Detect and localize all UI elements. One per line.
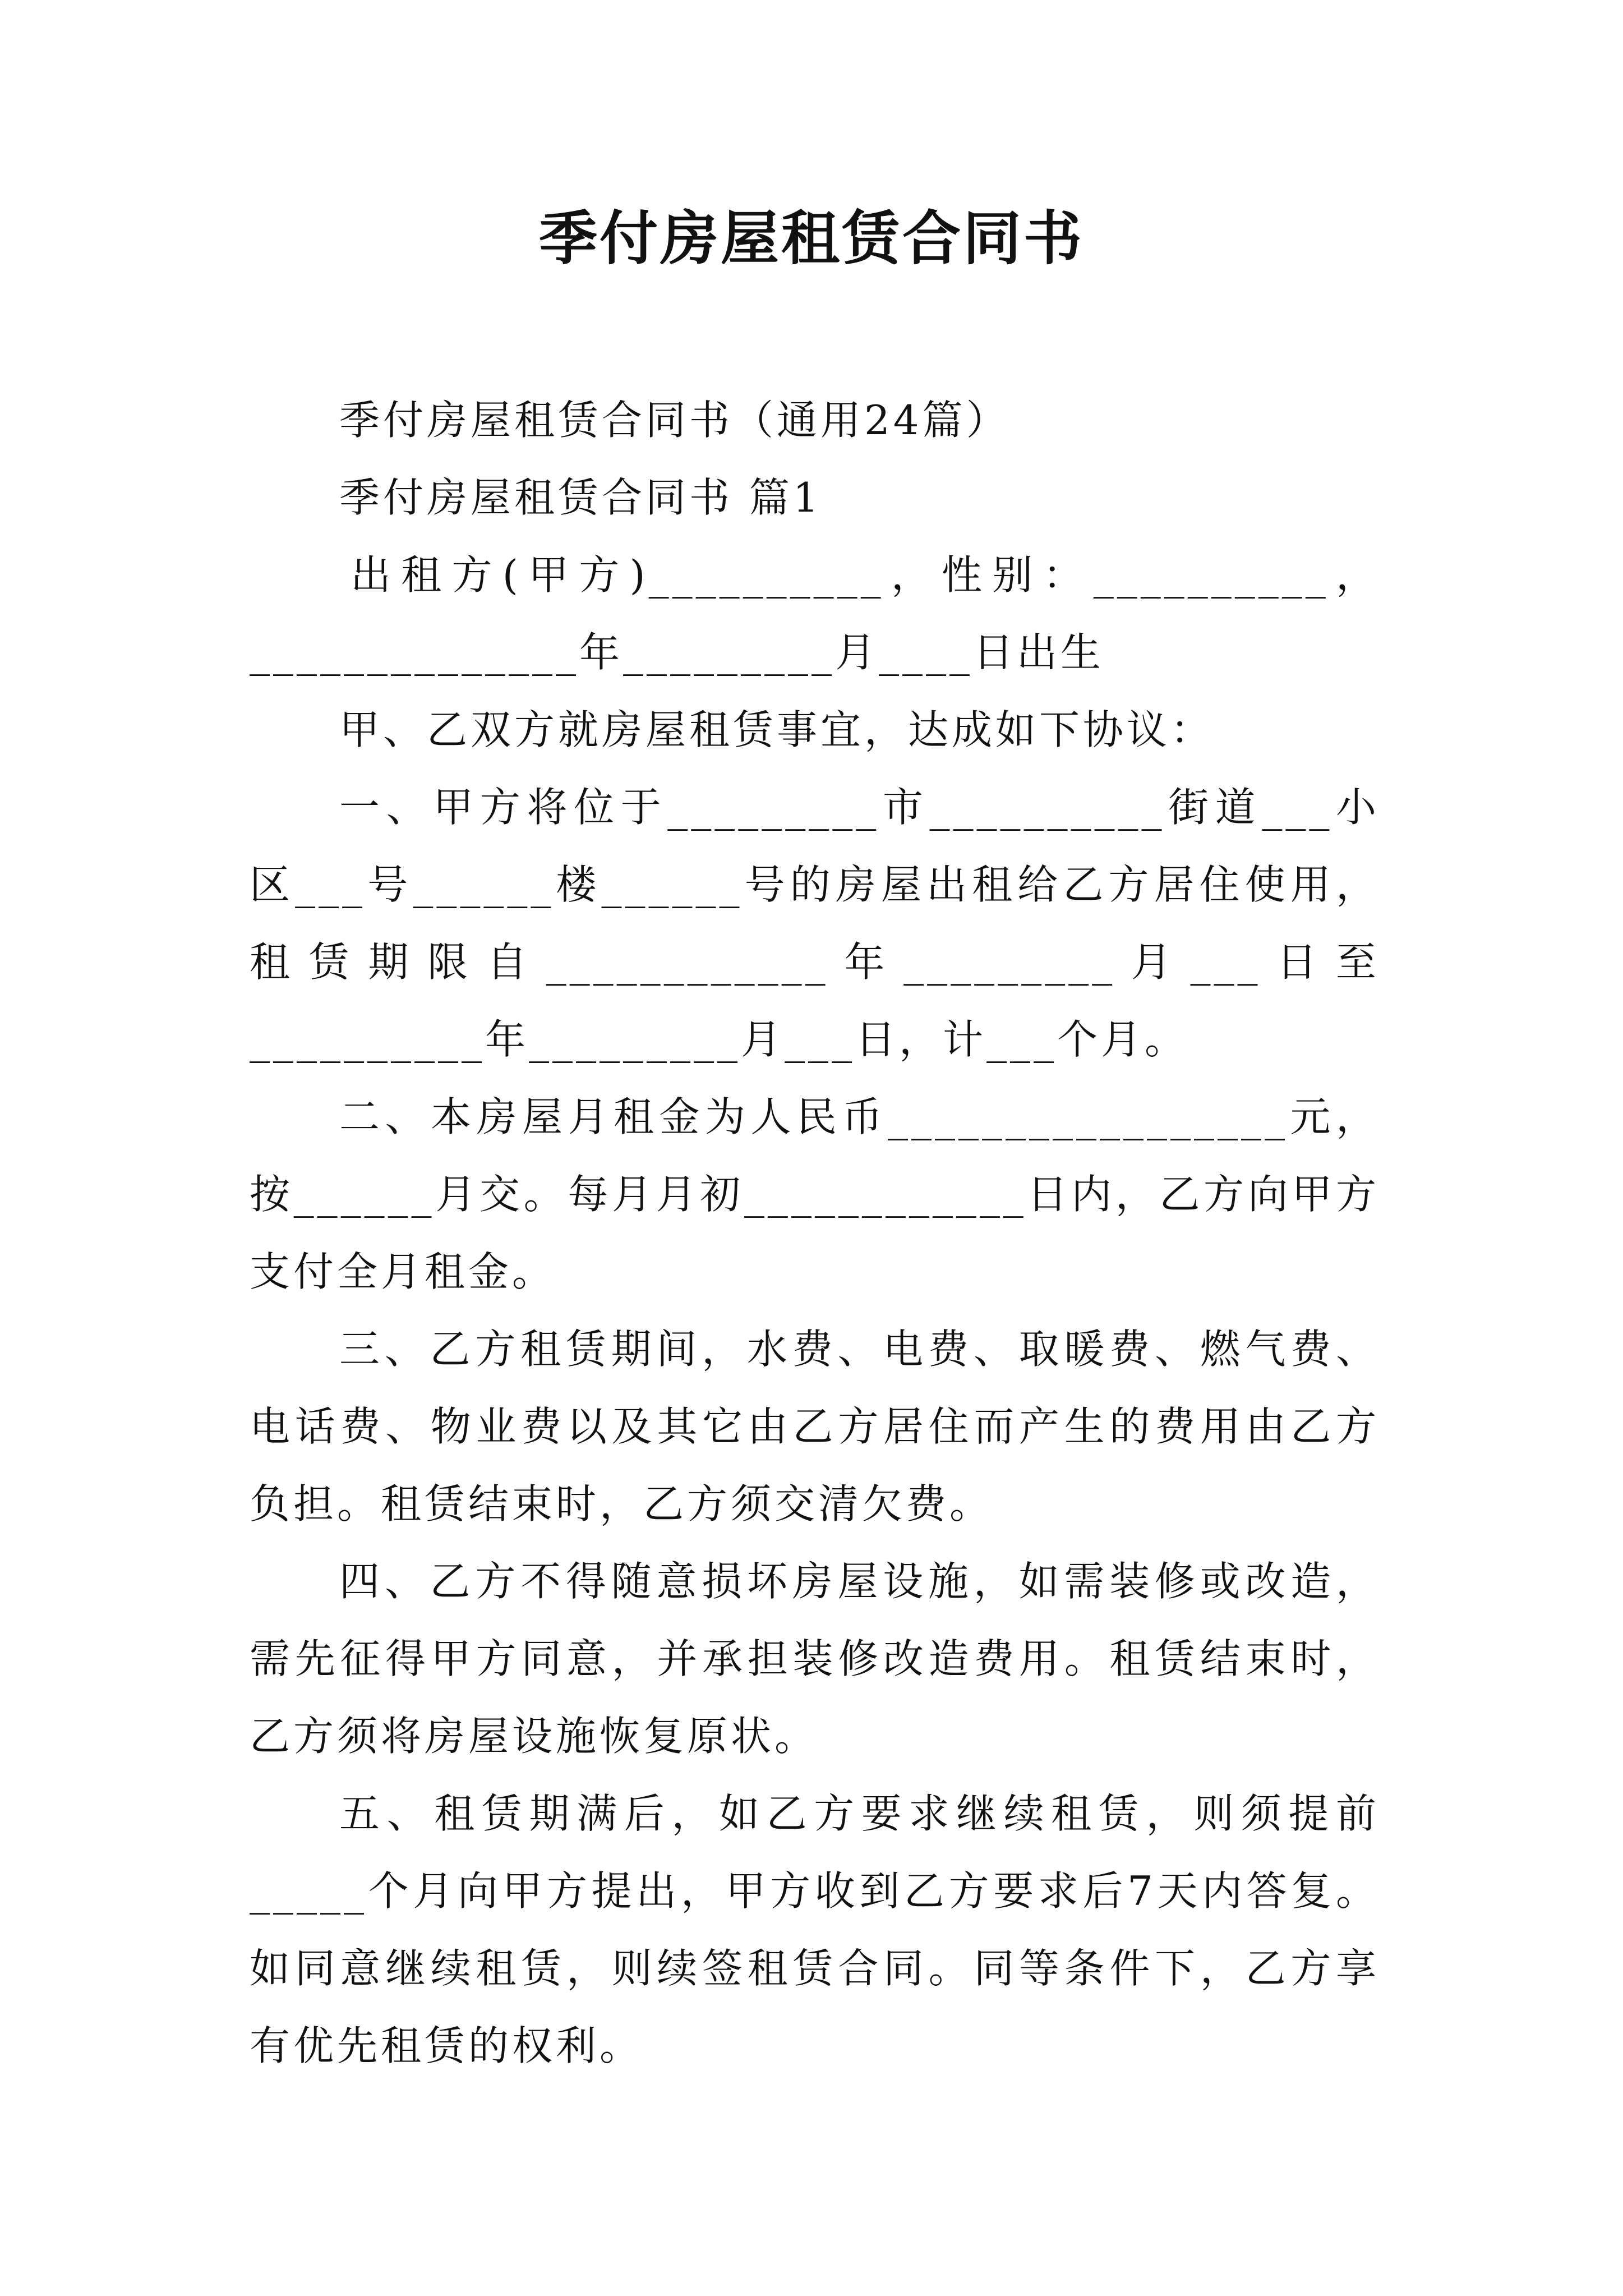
clause-2-paragraph: 二、本房屋月租金为人民币_________________元，按______月交。每月月初____________日内，乙方向甲方支付全月租金。: [250, 1093, 1380, 1295]
clause-4-paragraph: 四、乙方不得随意损坏房屋设施，如需装修或改造，需先征得甲方同意，并承担装修改造费用。租赁结束时，乙方须将房屋设施恢复原状。: [250, 1558, 1380, 1760]
document-title: 季付房屋租赁合同书: [538, 204, 1084, 273]
agreement-intro-paragraph: 甲、乙双方就房屋租赁事宜，达成如下协议：: [339, 706, 1215, 753]
clause-1-paragraph: 一、甲方将位于_________市__________街道___小区___号______楼______号的房屋出租给乙方居住使用，租赁期限自____________年_________月___日至__________年_________月___日，计___个月。: [250, 784, 1380, 1063]
lessor-info-paragraph: 出租方(甲方)__________，性别：__________，______________年_________月____日出生: [250, 551, 1380, 676]
clause-5-paragraph: 五、租赁期满后，如乙方要求继续租赁，则须提前_____个月向甲方提出，甲方收到乙方要求后7天内答复。如同意继续租赁，则续签租赁合同。同等条件下，乙方享有优先租赁的权利。: [250, 1790, 1380, 2069]
clause-3-paragraph: 三、乙方租赁期间，水费、电费、取暖费、燃气费、电话费、物业费以及其它由乙方居住而产生的费用由乙方负担。租赁结束时，乙方须交清欠费。: [250, 1326, 1380, 1527]
section-heading-paragraph: 季付房屋租赁合同书 篇1: [339, 474, 822, 521]
document-body: [250, 381, 1380, 2085]
subtitle-paragraph: 季付房屋租赁合同书（通用24篇）: [339, 397, 1010, 444]
